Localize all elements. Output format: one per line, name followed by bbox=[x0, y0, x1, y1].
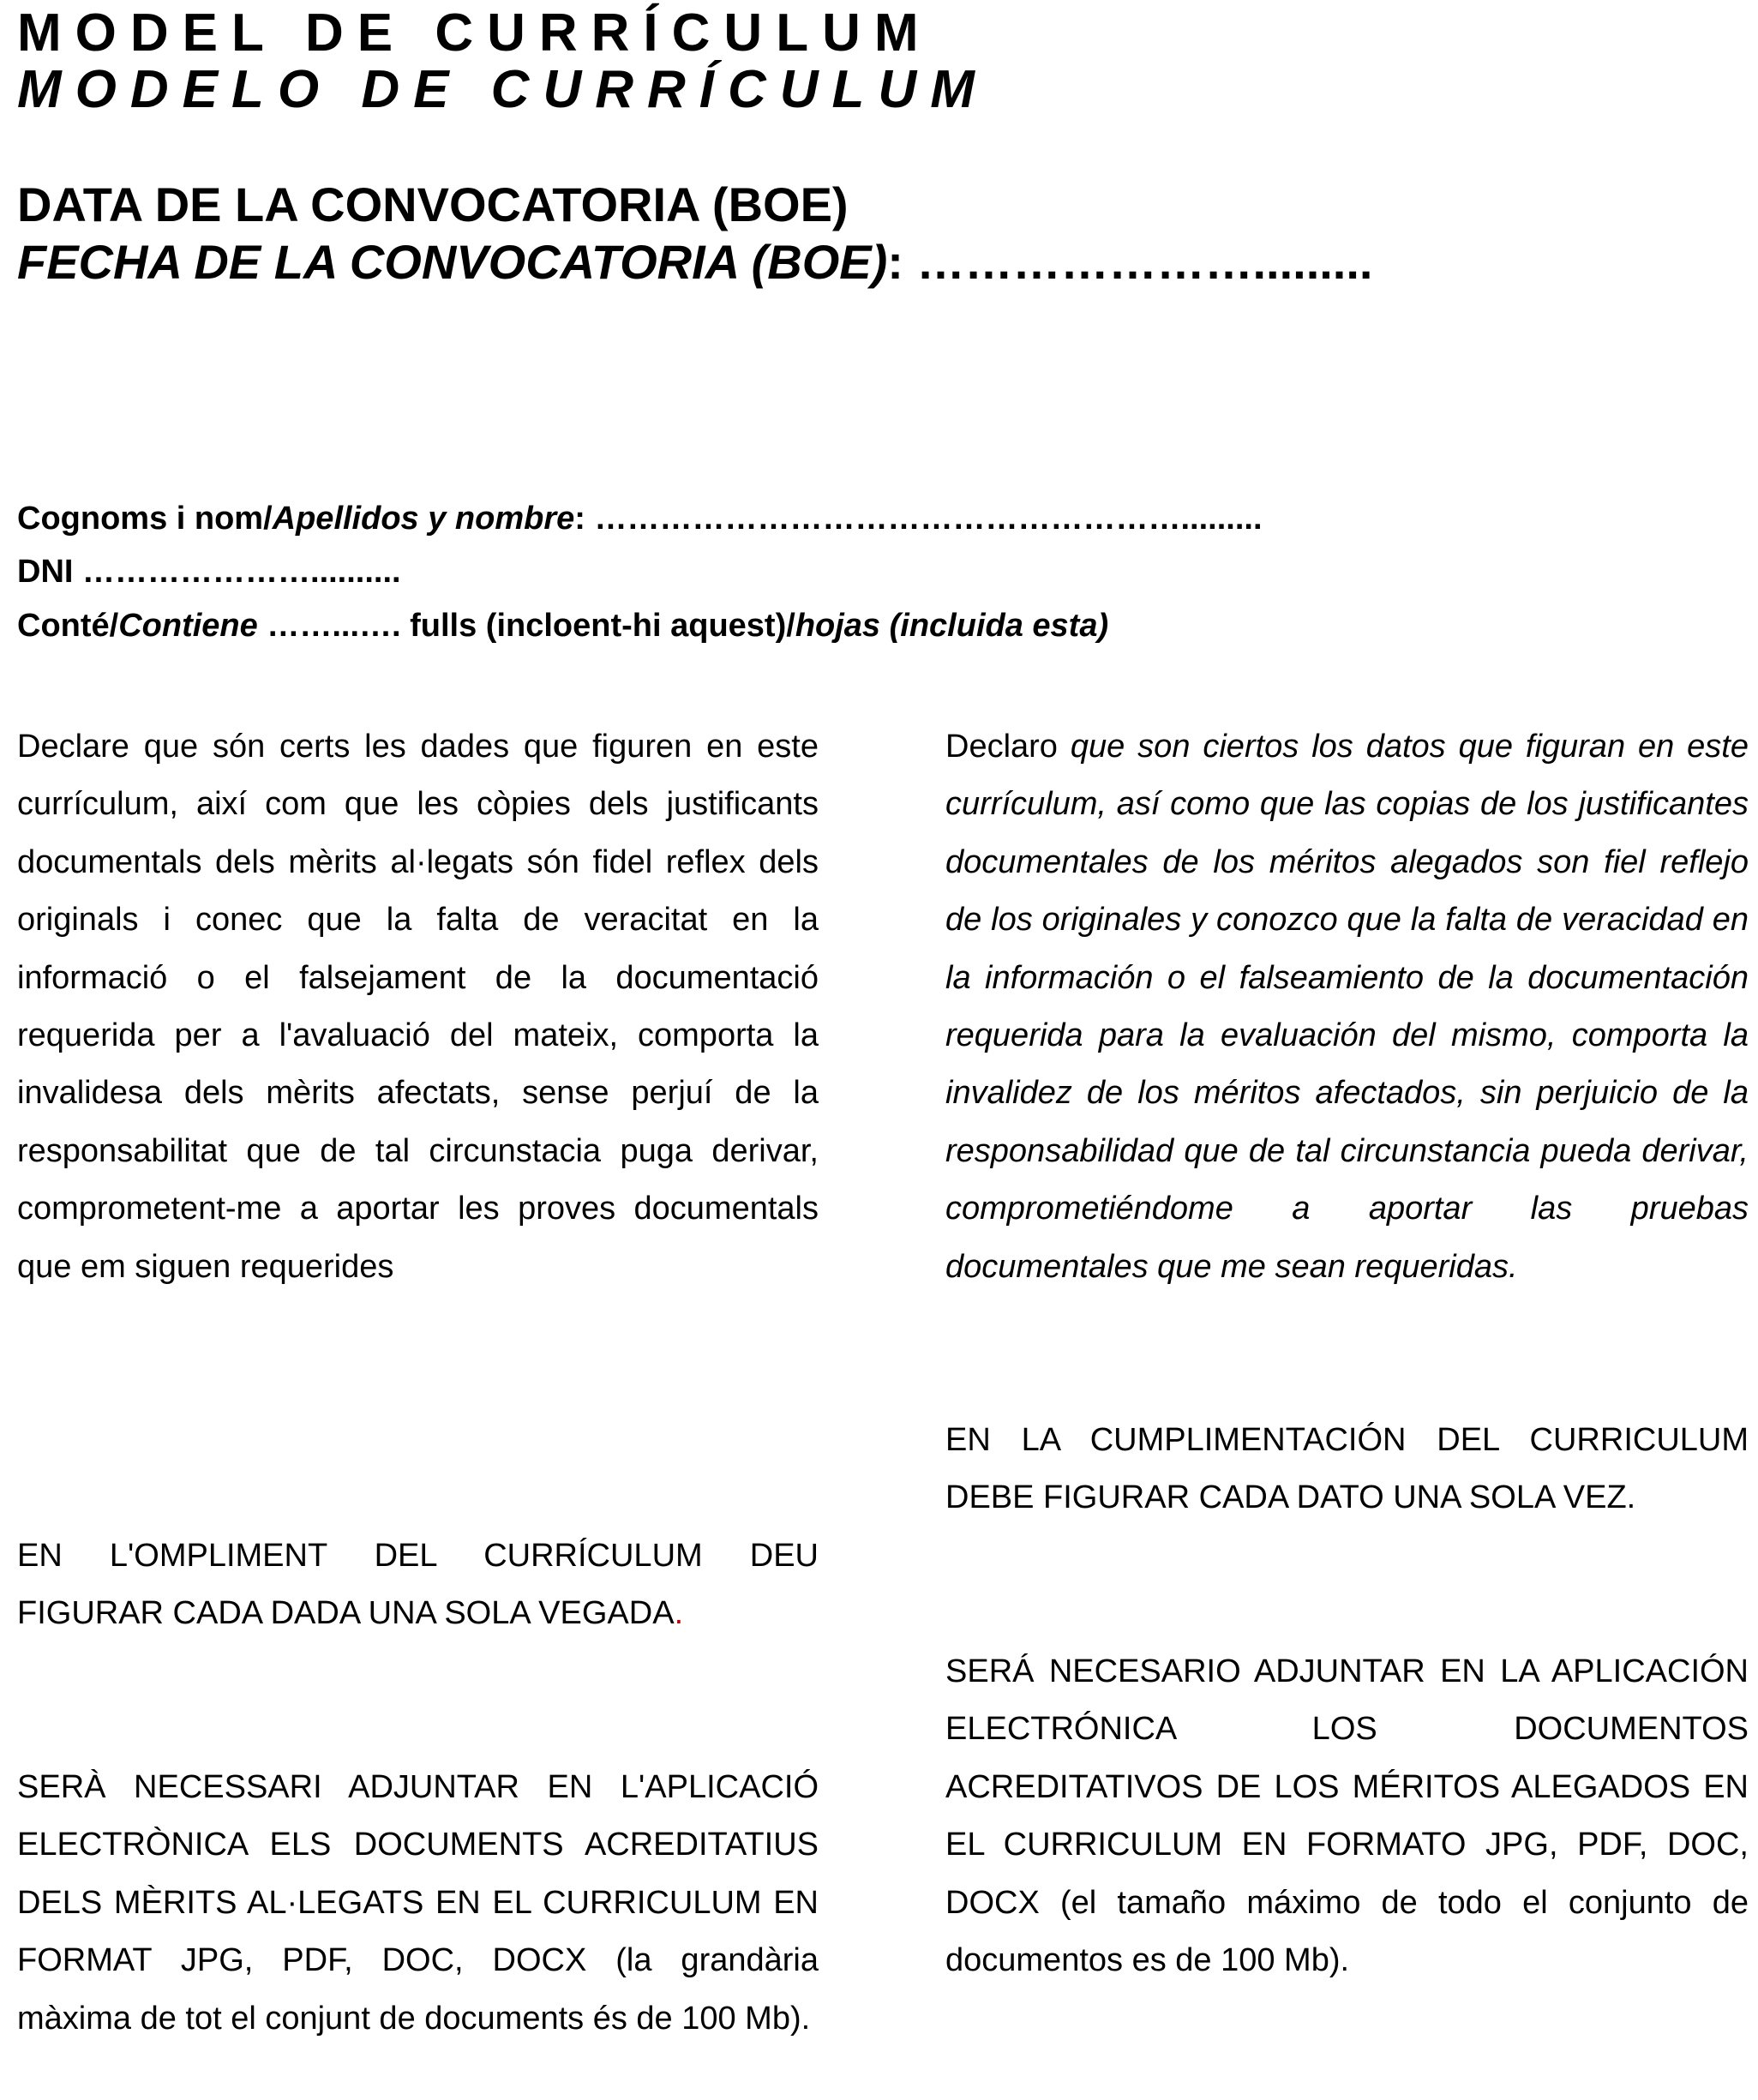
pages-suffix-spanish: hojas (incluida esta) bbox=[795, 608, 1109, 644]
declaration-catalan: Declare que són certs les dades que figuren en este currículum, així com que les còpies dels justificants documentals dels mèrits al·legats són fidel reflex dels originals i conec que la falta de veracitat en la informació o el falsejament de la documentació requerida per a l'avaluació del mateix, comporta la invalidesa dels mèrits afectats, sense perjuí de la responsabilitat que de tal circunstacia puga derivar, comprometent-me a aportar les proves documentals que em siguen requerides bbox=[17, 729, 819, 1285]
surname-field-line bbox=[17, 499, 1263, 538]
declaration-spanish bbox=[945, 718, 1749, 1296]
pages-label-spanish: Contiene bbox=[118, 608, 258, 644]
pages-field-line bbox=[17, 606, 1108, 645]
single-entry-note-catalan-text: EN L'OMPLIMENT DEL CURRÍCULUM DEU FIGURAR CADA DADA UNA SOLA VEGADA bbox=[17, 1538, 819, 1632]
attachment-note-catalan: SERÀ NECESSARI ADJUNTAR EN L'APLICACIÓ ELECTRÒNICA ELS DOCUMENTS ACREDITATIUS DELS MÈRITS AL·LEGATS EN EL CURRICULUM EN FORMAT JPG, PDF, DOC, DOCX (la grandària màxima de tot el conjunt de documents és de 100 Mb). bbox=[17, 1769, 819, 2037]
pages-blank: ……...…. fulls (incloent-hi aquest)/ bbox=[257, 608, 795, 644]
title-spanish: MODELO DE CURRÍCULUM bbox=[17, 60, 988, 119]
dni-blank: ………………….......... bbox=[73, 554, 401, 590]
declaration-spanish-rest: que son ciertos los datos que figuran en este currículum, así como que las copias de los justificantes documentales de los méritos alegados son fiel reflejo de los originales y conozco que la falta de veracidad en la información o el falseamiento de la documentación requerida para la evaluación del mismo, comporta la invalidez de los méritos afectados, sin perjuicio de la responsabilidad que de tal circunstancia pueda derivar, comprometiéndome a aportar las pruebas documentales que me sean requeridas. bbox=[945, 729, 1749, 1285]
attachment-note-spanish: SERÁ NECESARIO ADJUNTAR EN LA APLICACIÓN ELECTRÓNICA LOS DOCUMENTOS ACREDITATIVOS DE LOS MÉRITOS ALEGADOS EN EL CURRICULUM EN FORMATO JPG, PDF, DOC, DOCX (el tamaño máximo de todo el conjunto de documentos es de 100 Mb). bbox=[945, 1653, 1749, 1979]
dni-field-line bbox=[17, 552, 401, 591]
convocation-date-label-spanish: FECHA DE LA CONVOCATORIA (BOE) bbox=[17, 235, 888, 289]
convocation-date-line-spanish bbox=[17, 233, 1372, 291]
surname-label-spanish: Apellidos y nombre bbox=[272, 501, 575, 537]
surname-blank: : ………………………………………………......... bbox=[574, 501, 1263, 537]
single-entry-note-catalan bbox=[17, 1527, 819, 1643]
surname-label-catalan: Cognoms i nom/ bbox=[17, 501, 273, 537]
declaration-spanish-first-word: Declaro bbox=[945, 729, 1058, 765]
single-entry-note-spanish: EN LA CUMPLIMENTACIÓN DEL CURRICULUM DEBE FIGURAR CADA DATO UNA SOLA VEZ. bbox=[945, 1422, 1749, 1516]
convocation-date-blank: : …………………......... bbox=[887, 235, 1373, 289]
single-entry-note-catalan-dot: . bbox=[674, 1595, 684, 1632]
pages-label-catalan: Conté/ bbox=[17, 608, 119, 644]
dni-label: DNI bbox=[17, 554, 74, 590]
title-catalan: MODEL DE CURRÍCULUM bbox=[17, 3, 933, 63]
convocation-date-label-catalan: DATA DE LA CONVOCATORIA (BOE) bbox=[17, 177, 849, 231]
